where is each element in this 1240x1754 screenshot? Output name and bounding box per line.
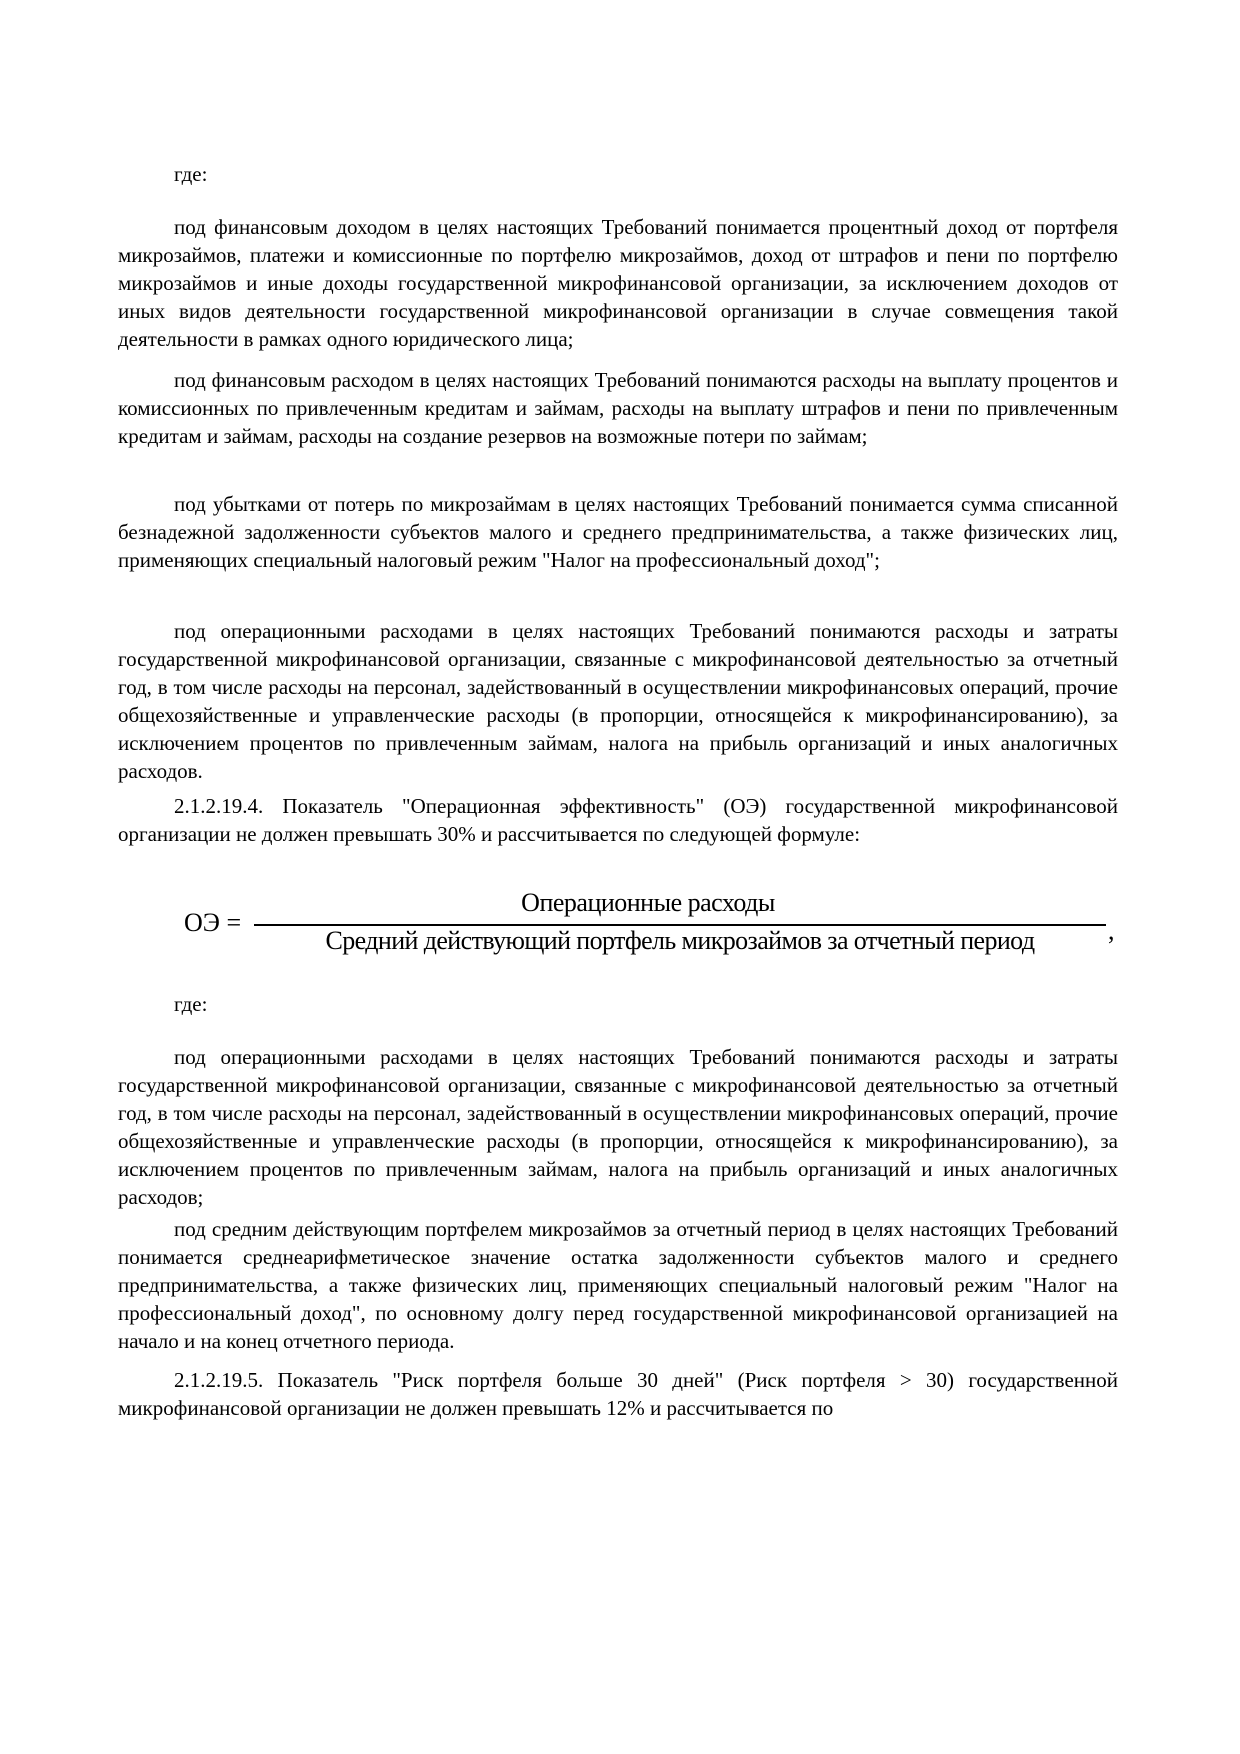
paragraph-where-2: где: <box>174 992 208 1016</box>
paragraph-losses: под убытками от потерь по микрозаймам в целях настоящих Требований понимается сумма списанной безнадежной задолженности субъектов малого и среднего предпринимательства, а также физических лиц, применяющих специальный налоговый режим "Налог на профессиональный доход"; <box>118 492 1118 572</box>
paragraph-operating-expenses-2: под операционными расходами в целях настоящих Требований понимаются расходы и затраты государственной микрофинансовой организации, связанные с микрофинансовой деятельностью за отчетный год, в том числе расходы на персонал, задействованный в осуществлении микрофинансовых операций, прочие общехозяйственные и управленческие расходы (в пропорции, относящейся к микрофинансированию), за исключением процентов по привлеченным займам, налога на прибыль организаций и иных аналогичных расходов; <box>118 1045 1118 1209</box>
paragraph-financial-income: под финансовым доходом в целях настоящих Требований понимается процентный доход от портфеля микрозаймов, платежи и комиссионные по портфелю микрозаймов, доход от штрафов и пени по портфелю микрозаймов и иные доходы государственной микрофинансовой организации, за исключением доходов от иных видов деятельности государственной микрофинансовой организации в случае совмещения такой деятельности в рамках одного юридического лица; <box>118 215 1118 351</box>
paragraph-operating-expenses-1: под операционными расходами в целях настоящих Требований понимаются расходы и затраты государственной микрофинансовой организации, связанные с микрофинансовой деятельностью за отчетный год, в том числе расходы на персонал, задействованный в осуществлении микрофинансовых операций, прочие общехозяйственные и управленческие расходы (в пропорции, относящейся к микрофинансированию), за исключением процентов по привлеченным займам, налога на прибыль организаций и иных аналогичных расходов. <box>118 619 1118 783</box>
paragraph-where-1: где: <box>174 162 208 186</box>
paragraph-clause-2-1-2-19-4: 2.1.2.19.4. Показатель "Операционная эффективность" (ОЭ) государственной микрофинансовой организации не должен превышать 30% и рассчитывается по следующей формуле: <box>118 794 1118 846</box>
formula-denominator: Средний действующий портфель микрозаймов за отчетный период <box>325 926 1035 955</box>
paragraph-financial-expense: под финансовым расходом в целях настоящих Требований понимаются расходы на выплату процентов и комиссионных по привлеченным кредитам и займам, расходы на выплату штрафов и пени по привлеченным кредитам и займам, расходы на создание резервов на возможные потери по займам; <box>118 368 1118 448</box>
paragraph-clause-2-1-2-19-5: 2.1.2.19.5. Показатель "Риск портфеля больше 30 дней" (Риск портфеля > 30) государственной микрофинансовой организации не должен превышать 12% и рассчитывается по <box>118 1368 1118 1420</box>
formula-numerator: Операционные расходы <box>521 888 775 917</box>
paragraph-average-portfolio: под средним действующим портфелем микрозаймов за отчетный период в целях настоящих Требований понимается среднеарифметическое значение остатка задолженности субъектов малого и среднего предпринимательства, а также физических лиц, применяющих специальный налоговый режим "Налог на профессиональный доход", по основному долгу перед государственной микрофинансовой организацией на начало и на конец отчетного периода. <box>118 1217 1118 1353</box>
formula-lhs: ОЭ = <box>184 908 242 937</box>
formula-trailing-comma: , <box>1108 916 1115 945</box>
